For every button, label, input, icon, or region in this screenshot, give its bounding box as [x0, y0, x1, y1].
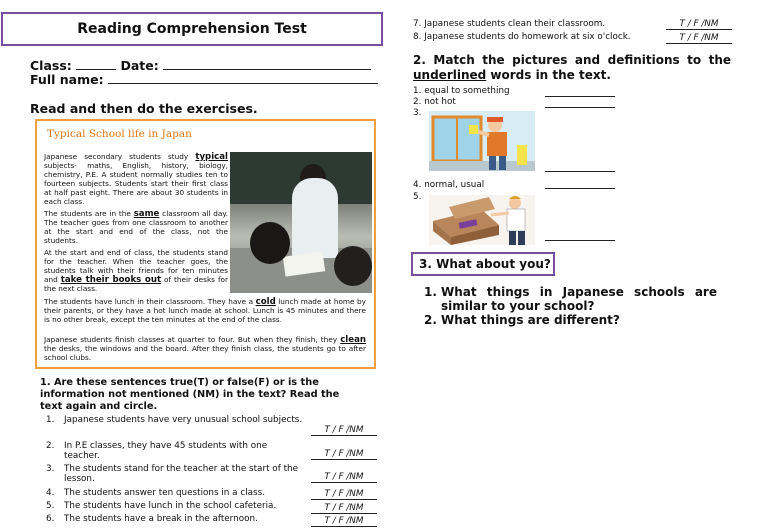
exercise-2-item: 3. — [413, 108, 422, 118]
exercise-1-title: 1. Are these sentences true(T) or false(F) or is the information not mentioned (NM) in the text? Read the text again and circle. — [40, 377, 340, 412]
exercise-2-item: 5. — [413, 192, 422, 202]
question-2-num: 2. — [424, 313, 437, 327]
class-label: Class: — [30, 58, 72, 73]
answer-choice-8[interactable]: T / F /NM — [666, 33, 732, 44]
question-1-num: 1. — [424, 285, 437, 299]
answer-choice-2[interactable]: T / F /NM — [311, 449, 377, 460]
answer-choice-3[interactable]: T / F /NM — [311, 472, 377, 483]
word-clean: clean — [340, 335, 366, 345]
classroom-photo — [230, 152, 372, 293]
date-field[interactable] — [163, 59, 371, 70]
answer-choice-4[interactable]: T / F /NM — [311, 489, 377, 500]
exercise-2-item: 1. equal to something — [413, 86, 510, 96]
date-label: Date: — [120, 58, 159, 73]
reading-passage — [35, 119, 376, 369]
paragraph-5: Japanese students finish classes at quarter to four. But when they finish, they clean the desks, the windows and the board. After they finish class, the students go to after school clubs. — [44, 335, 366, 362]
question-2: What things are different? — [441, 313, 620, 327]
exercise-2-item: 4. normal, usual — [413, 180, 485, 190]
exercise-2-item: 2. not hot — [413, 97, 456, 107]
paragraph-4: The students have lunch in their classroom. They have a cold lunch made at home by their parents, or they have a hot lunch made at school. Lunch is 45 minutes and there is no other break, except the ten minutes at the end of the class. — [44, 297, 366, 324]
exercise-3-title: 3. What about you? — [411, 252, 555, 276]
exercise-1-item: 7. Japanese students clean their classroom. — [413, 19, 606, 29]
page-title: Reading Comprehension Test — [1, 12, 383, 46]
instruction: Read and then do the exercises. — [30, 101, 258, 116]
exercise-2-title: 2. Match the pictures and definitions to the underlined words in the text. — [413, 53, 731, 82]
answer-choice-7[interactable]: T / F /NM — [666, 19, 732, 30]
answer-line-5[interactable] — [545, 240, 615, 241]
word-typical: typical — [195, 152, 228, 162]
class-date-row — [30, 58, 371, 73]
reading-title: Typical School life in Japan — [47, 128, 192, 140]
fullname-field[interactable] — [108, 73, 378, 84]
answer-choice-1[interactable]: T / F /NM — [311, 425, 377, 436]
paragraph-2: The students are in the same classroom all day. The teacher goes from one classroom to another at the start and end of the class, not the students. — [44, 209, 228, 245]
answer-line-1[interactable] — [545, 96, 615, 97]
exercise-1-item: 8. Japanese students do homework at six o'clock. — [413, 32, 631, 42]
answer-line-4[interactable] — [545, 188, 615, 189]
answer-line-2[interactable] — [545, 107, 615, 108]
cleaning-window-picture — [429, 111, 535, 171]
paragraph-3: At the start and end of class, the students stand for the teacher. When the teacher goes, the students talk with their friends for ten minutes and take their books out of their desks for the next class. — [44, 248, 228, 293]
word-same: same — [133, 209, 160, 219]
fullname-row — [30, 72, 378, 87]
question-1: What things in Japanese schools are similar to your school? — [441, 285, 717, 313]
class-field[interactable] — [76, 59, 116, 70]
word-cold: cold — [255, 297, 276, 307]
paragraph-1: Japanese secondary students study typical subjects- maths, English, history, biology, chemistry, P.E. A student normally studies ten to fourteen subjects. Students start their first class at half past eight. There are about 30 students in each class. — [44, 152, 228, 206]
word-take-books-out: take their books out — [60, 274, 162, 285]
answer-line-3[interactable] — [545, 171, 615, 172]
answer-choice-5[interactable]: T / F /NM — [311, 503, 377, 514]
answer-choice-6[interactable]: T / F /NM — [311, 516, 377, 527]
fullname-label: Full name: — [30, 72, 104, 87]
desk-books-picture — [429, 195, 535, 245]
